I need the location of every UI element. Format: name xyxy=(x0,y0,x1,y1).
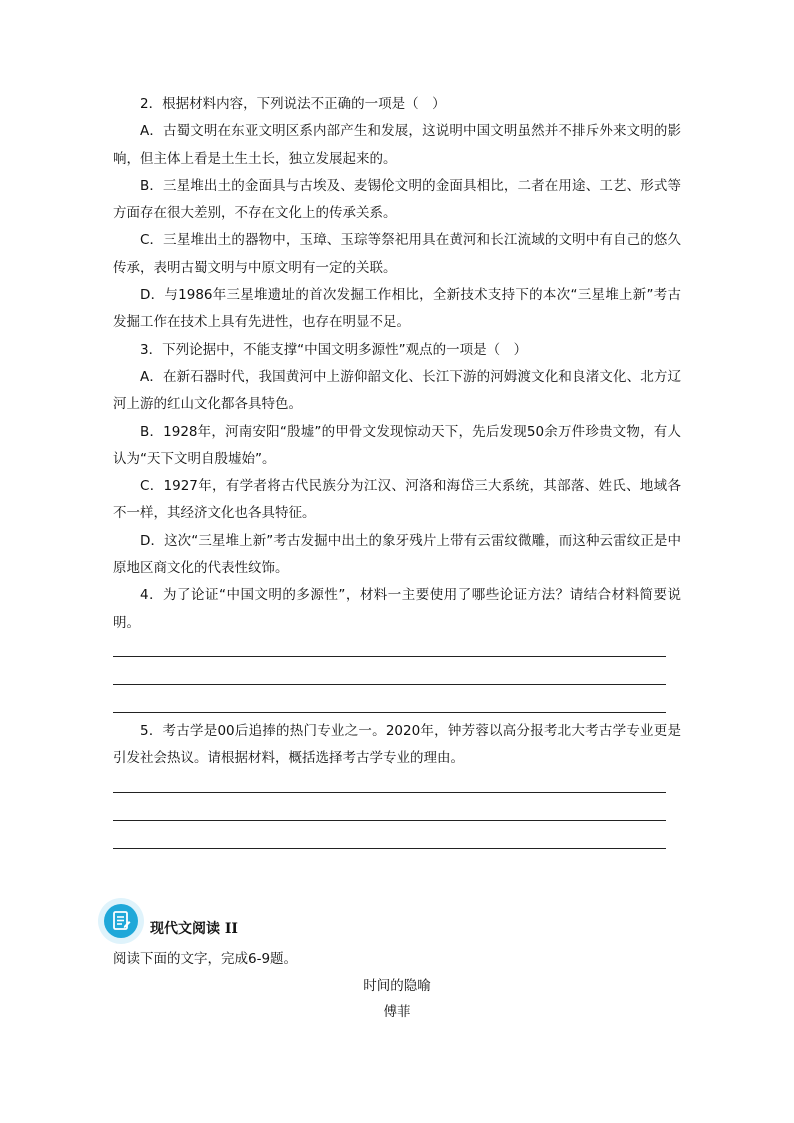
section-title: 现代文阅读 II xyxy=(150,921,238,937)
question-5-answer-area[interactable] xyxy=(113,792,666,876)
question-3-option-a: A．在新石器时代，我国黄河中上游仰韶文化、长江下游的河姆渡文化和良渚文化、北方辽河上游的红山文化都各具特色。 xyxy=(113,368,681,413)
question-3-option-b: B．1928年，河南安阳“殷墟”的甲骨文发现惊动天下，先后发现50余万件珍贵文物，有人认为“天下文明自殷墟始”。 xyxy=(113,423,681,467)
answer-line[interactable] xyxy=(113,848,666,849)
section-intro: 阅读下面的文字，完成6-9题。 xyxy=(113,951,298,967)
question-5-stem: 5．考古学是00后追捧的热门专业之一。2020年，钟芳蓉以高分报考北大考古学专业更是引发社会热议。请根据材料，概括选择考古学专业的理由。 xyxy=(113,723,681,767)
notebook-icon xyxy=(98,898,144,944)
question-4-stem: 4．为了论证“中国文明的多源性”，材料一主要使用了哪些论证方法？请结合材料简要说明。 xyxy=(113,587,681,631)
question-3-stem: 3．下列论据中，不能支撑“中国文明多源性”观点的一项是（ ） xyxy=(140,341,528,358)
question-2 xyxy=(113,91,681,637)
question-2-stem: 2．根据材料内容，下列说法不正确的一项是（ ） xyxy=(140,96,446,112)
article-title: 时间的隐喻 xyxy=(363,978,431,994)
answer-line[interactable] xyxy=(113,712,666,713)
question-3-option-d: D．这次“三星堆上新”考古发掘中出土的象牙残片上带有云雷纹微雕，而这种云雷纹正是中原地区商文化的代表性纹饰。 xyxy=(113,532,681,577)
question-2-option-c: C．三星堆出土的器物中，玉璋、玉琮等祭祀用具在黄河和长江流域的文明中有自己的悠久传承，表明古蜀文明与中原文明有一定的关联。 xyxy=(113,232,681,276)
question-2-option-b: B．三星堆出土的金面具与古埃及、麦锡伦文明的金面具相比，二者在用途、工艺、形式等方面存在很大差别，不存在文化上的传承关系。 xyxy=(113,177,681,222)
question-2-option-a: A．古蜀文明在东亚文明区系内部产生和发展，这说明中国文明虽然并不排斥外来文明的影响，但主体上看是土生土长，独立发展起来的。 xyxy=(113,123,681,167)
answer-line[interactable] xyxy=(113,792,666,793)
answer-line[interactable] xyxy=(113,656,666,657)
section-header xyxy=(98,898,238,944)
question-5 xyxy=(113,718,681,773)
answer-line[interactable] xyxy=(113,820,666,821)
question-2-option-d: D．与1986年三星堆遗址的首次发掘工作相比，全新技术支持下的本次“三星堆上新”考古发掘工作在技术上具有先进性，也存在明显不足。 xyxy=(113,287,681,331)
answer-line[interactable] xyxy=(113,684,666,685)
question-3-option-c: C．1927年，有学者将古代民族分为江汉、河洛和海岱三大系统，其部落、姓氏、地域各不一样，其经济文化也各具特征。 xyxy=(113,478,681,522)
article-author: 傅菲 xyxy=(383,1004,411,1020)
